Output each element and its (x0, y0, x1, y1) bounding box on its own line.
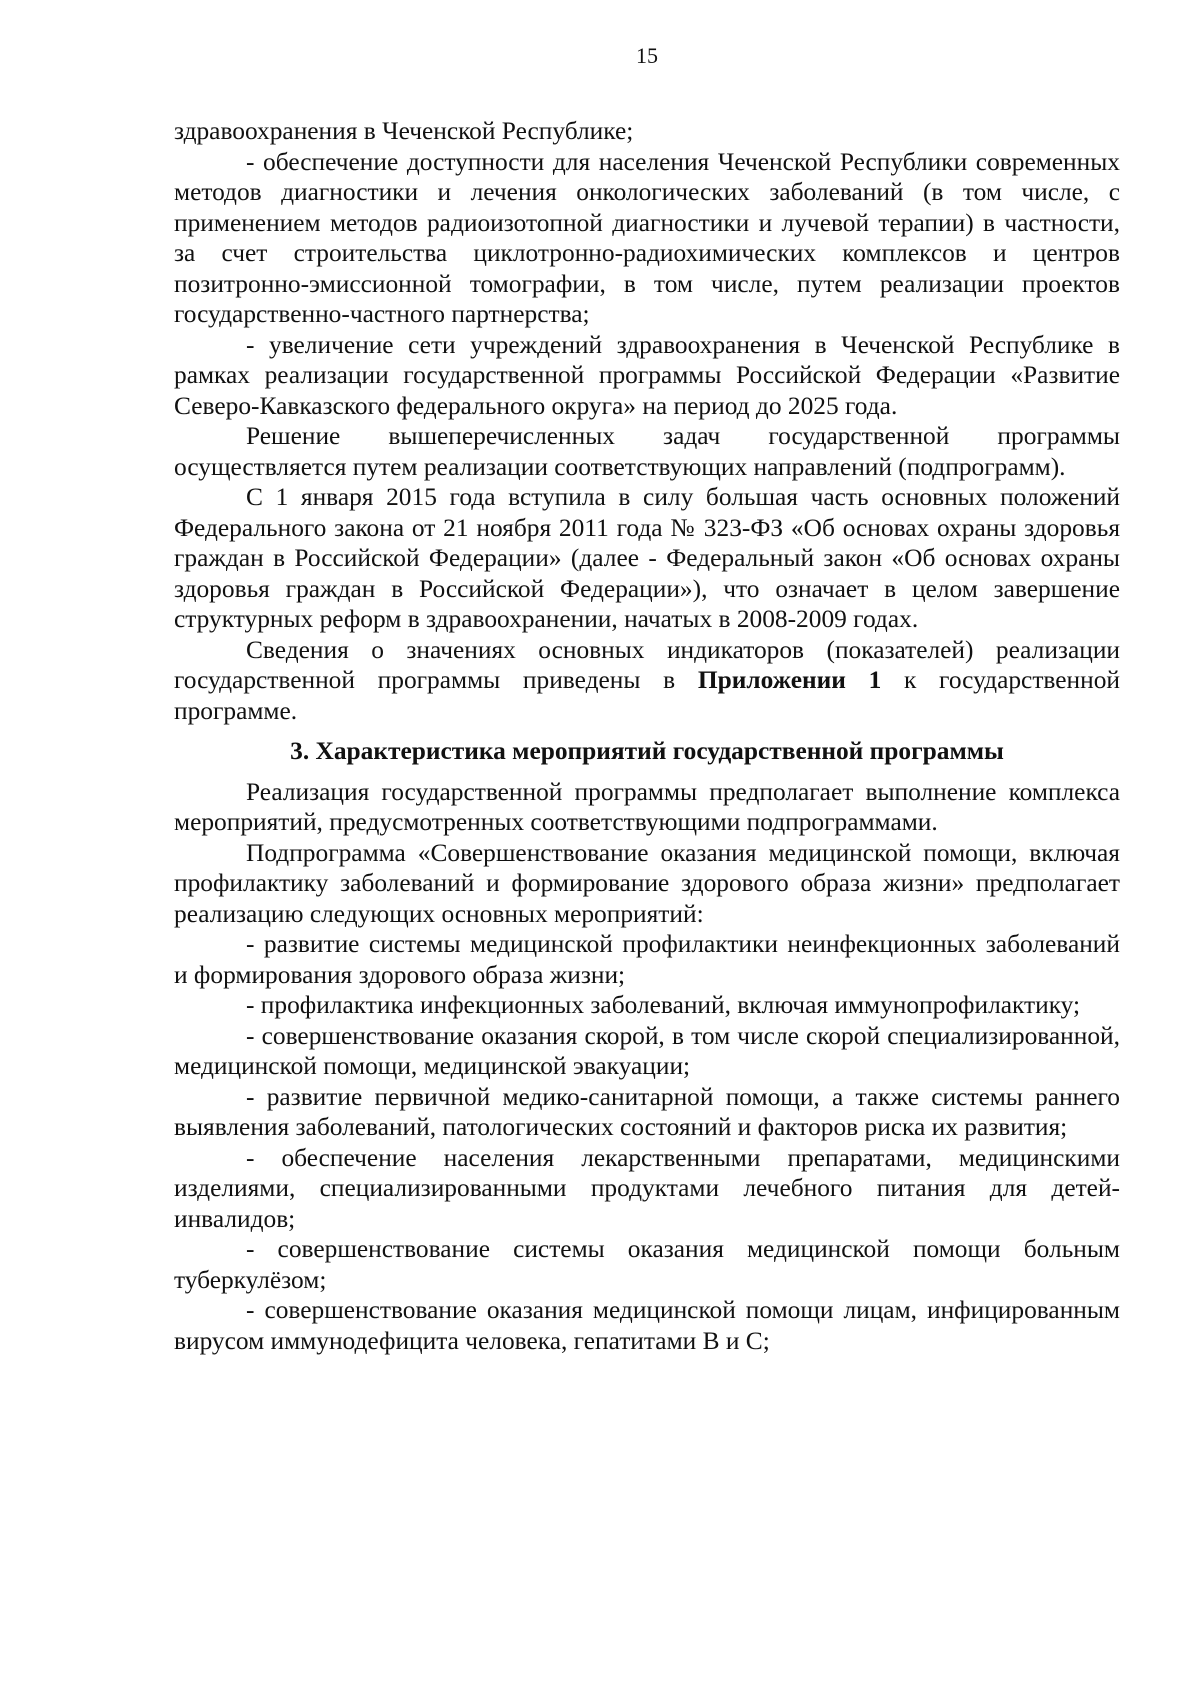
paragraph: здравоохранения в Чеченской Республике; (174, 117, 634, 145)
list-item: - развитие первичной медико-санитарной помощи, а также системы раннего выявления заболеваний, патологических состояний и факторов риска их развития; (174, 1082, 1120, 1141)
appendix-text-before: Сведения о значениях основных индикаторов (показателей) реализации государственной программы приведены в (174, 635, 1120, 694)
list-item: - профилактика инфекционных заболеваний, включая иммунопрофилактику; (246, 991, 1081, 1019)
paragraph: С 1 января 2015 года вступила в силу большая часть основных положений Федерального закона от 21 ноября 2011 года № 323-ФЗ «Об основах охраны здоровья граждан в Российской Федерации» (далее - Федеральный закон «Об основах охраны здоровья граждан в Российской Федерации»), что означает в целом завершение структурных реформ в здравоохранении, начатых в 2008-2009 годах. (174, 483, 1120, 633)
list-item: - совершенствование оказания скорой, в том числе скорой специализированной, медицинской помощи, медицинской эвакуации; (174, 1021, 1120, 1080)
page-number: 15 (636, 43, 658, 68)
list-item: - развитие системы медицинской профилактики неинфекционных заболеваний и формирования здорового образа жизни; (174, 930, 1120, 989)
list-item: - обеспечение доступности для населения Чеченской Республики современных методов диагностики и лечения онкологических заболеваний (в том числе, с применением методов радиоизотопной диагностики и лучевой терапии) в частности, за счет строительства циклотронно-радиохимических комплексов и центров позитронно-эмиссионной томографии, в том числе, путем реализации проектов государственно-частного партнерства; (174, 147, 1120, 328)
paragraph: Реализация государственной программы предполагает выполнение комплекса мероприятий, предусмотренных соответствующими подпрограммами. (174, 777, 1120, 836)
list-item: - обеспечение населения лекарственными препаратами, медицинскими изделиями, специализированными продуктами лечебного питания для детей-инвалидов; (174, 1143, 1120, 1233)
document-body (174, 116, 1120, 1356)
list-item: - совершенствование оказания медицинской помощи лицам, инфицированным вирусом иммунодефицита человека, гепатитами В и С; (174, 1296, 1120, 1355)
appendix-reference-paragraph (174, 635, 1120, 727)
list-item: - увеличение сети учреждений здравоохранения в Чеченской Республике в рамках реализации государственной программы Российской Федерации «Развитие Северо-Кавказского федерального округа» на период до 2025 года. (174, 330, 1120, 420)
paragraph: Подпрограмма «Совершенствование оказания медицинской помощи, включая профилактику заболеваний и формирование здорового образа жизни» предполагает реализацию следующих основных мероприятий: (174, 838, 1120, 928)
list-item: - совершенствование системы оказания медицинской помощи больным туберкулёзом; (174, 1235, 1120, 1294)
appendix-text-after: к государственной программе. (174, 666, 1120, 725)
paragraph: Решение вышеперечисленных задач государственной программы осуществляется путем реализации соответствующих направлений (подпрограмм). (174, 422, 1120, 481)
appendix-reference: Приложении 1 (697, 666, 882, 694)
section-heading: 3. Характеристика мероприятий государственной программы (290, 737, 1004, 765)
